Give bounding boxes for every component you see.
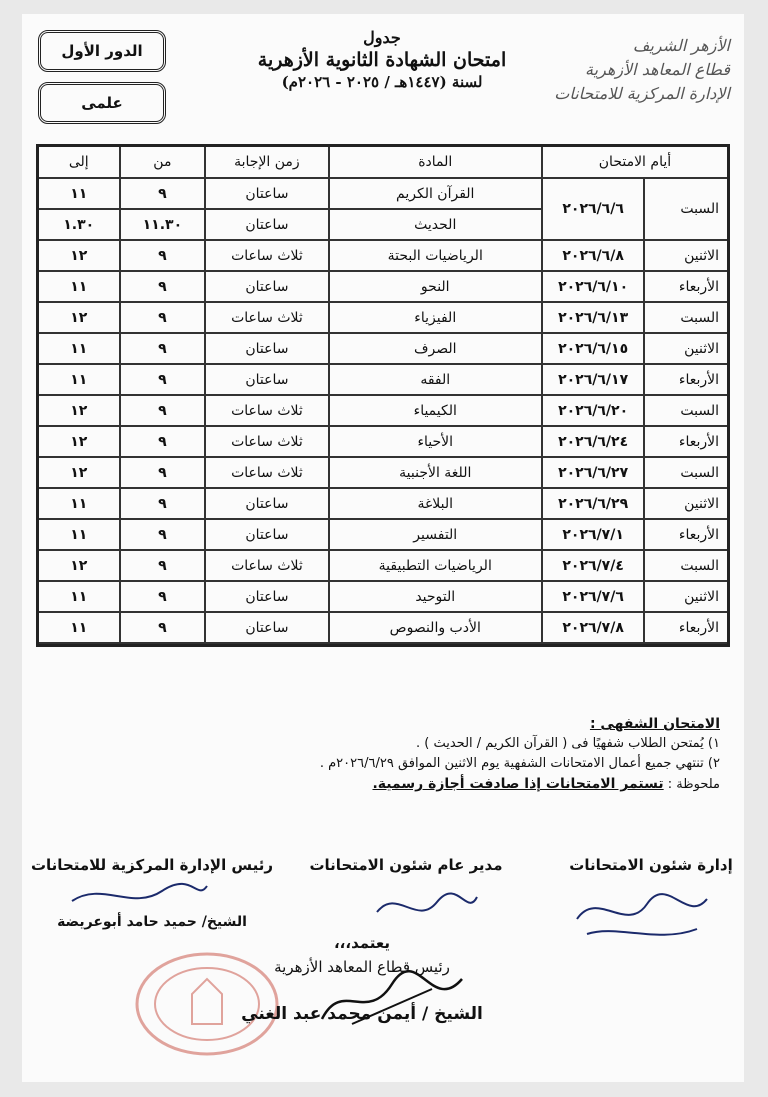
document-title — [232, 28, 532, 91]
cell-subject: الفقه — [328, 365, 541, 396]
table-row — [39, 241, 727, 272]
cell-from: ٩ — [119, 272, 205, 303]
cell-date: ٢٠٢٦/٦/٢٩ — [541, 489, 643, 520]
cell-subject: اللغة الأجنبية — [328, 458, 541, 489]
note-text: تستمر الامتحانات إذا صادفت أجازة رسمية. — [372, 776, 664, 792]
cell-date: ٢٠٢٦/٧/٤ — [541, 551, 643, 582]
cell-day: الأربعاء — [643, 520, 727, 551]
cell-from: ٩ — [119, 179, 205, 210]
table-row — [39, 272, 727, 303]
cell-from: ٩ — [119, 396, 205, 427]
header-days: أيام الامتحان — [541, 147, 727, 179]
table-row — [39, 365, 727, 396]
signature-middle-title: مدير عام شئون الامتحانات — [309, 856, 503, 874]
table-header-row — [39, 147, 727, 179]
cell-day: الأربعاء — [643, 613, 727, 644]
cell-date: ٢٠٢٦/٦/٨ — [541, 241, 643, 272]
cell-subject: الرياضيات البحتة — [328, 241, 541, 272]
cell-duration: ساعتان — [204, 334, 327, 365]
cell-subject: الحديث — [328, 210, 541, 241]
approval-title: رئيس قطاع المعاهد الأزهرية — [274, 958, 450, 976]
cell-subject: الصرف — [328, 334, 541, 365]
handwritten-signature-middle — [372, 882, 482, 932]
title-line-2: امتحان الشهادة الثانوية الأزهرية — [257, 49, 507, 71]
cell-to: ١٢ — [39, 396, 119, 427]
cell-duration: ساعتان — [204, 489, 327, 520]
table-row — [39, 551, 727, 582]
header-boxes — [38, 30, 166, 134]
cell-to: ١٢ — [39, 303, 119, 334]
cell-day: السبت — [643, 179, 727, 241]
cell-to: ١٢ — [39, 458, 119, 489]
cell-from: ٩ — [119, 303, 205, 334]
cell-duration: ثلاث ساعات — [204, 427, 327, 458]
notes-section — [100, 714, 720, 795]
table-row — [39, 334, 727, 365]
cell-to: ١١ — [39, 582, 119, 613]
exam-table — [36, 144, 730, 647]
cell-to: ١١ — [39, 272, 119, 303]
cell-duration: ثلاث ساعات — [204, 396, 327, 427]
cell-day: السبت — [643, 458, 727, 489]
cell-subject: الفيزياء — [328, 303, 541, 334]
cell-duration: ثلاث ساعات — [204, 458, 327, 489]
cell-duration: ساعتان — [204, 365, 327, 396]
approval-label: يعتمد،،، — [333, 934, 391, 952]
cell-date: ٢٠٢٦/٦/٢٠ — [541, 396, 643, 427]
cell-to: ١١ — [39, 613, 119, 644]
cell-duration: ساعتان — [204, 272, 327, 303]
cell-day: الأربعاء — [643, 365, 727, 396]
organization-letterhead — [530, 34, 730, 106]
cell-to: ١١ — [39, 489, 119, 520]
cell-from: ٩ — [119, 520, 205, 551]
cell-to: ١١ — [39, 334, 119, 365]
cell-date: ٢٠٢٦/٦/١٥ — [541, 334, 643, 365]
cell-date: ٢٠٢٦/٦/١٣ — [541, 303, 643, 334]
cell-from: ٩ — [119, 427, 205, 458]
cell-to: ١.٣٠ — [39, 210, 119, 241]
cell-duration: ثلاث ساعات — [204, 241, 327, 272]
cell-from: ١١.٣٠ — [119, 210, 205, 241]
cell-date: ٢٠٢٦/٦/١٠ — [541, 272, 643, 303]
note-label: ملحوظة : — [667, 777, 720, 792]
notes-heading: الامتحان الشفهى : — [589, 716, 720, 732]
cell-duration: ساعتان — [204, 613, 327, 644]
cell-from: ٩ — [119, 241, 205, 272]
cell-to: ١١ — [39, 179, 119, 210]
cell-subject: الكيمياء — [328, 396, 541, 427]
table-row — [39, 396, 727, 427]
signature-block-middle — [296, 856, 516, 874]
handwritten-signature-left — [62, 876, 212, 916]
signature-right-title: إدارة شئون الامتحانات — [569, 856, 733, 874]
cell-to: ١١ — [39, 365, 119, 396]
signature-left-name: الشيخ/ حميد حامد أبوعريضة — [57, 914, 247, 930]
note-item-2: ٢) تنتهي جميع أعمال الامتحانات الشفهية يوم الاثنين الموافق ٢٠٢٦/٦/٢٩م . — [319, 756, 720, 771]
cell-day: السبت — [643, 396, 727, 427]
cell-date: ٢٠٢٦/٦/٦ — [541, 179, 643, 241]
cell-day: الاثنين — [643, 241, 727, 272]
note-item-1: ١) يُمتحن الطلاب شفهيًا فى ( القرآن الكريم / الحديث ) . — [416, 736, 720, 751]
cell-day: السبت — [643, 551, 727, 582]
cell-to: ١٢ — [39, 241, 119, 272]
org-line-2: قطاع المعاهد الأزهرية — [585, 60, 730, 79]
cell-from: ٩ — [119, 334, 205, 365]
round-box: الدور الأول — [38, 30, 166, 72]
cell-from: ٩ — [119, 551, 205, 582]
cell-subject: القرآن الكريم — [328, 179, 541, 210]
header-to: إلى — [39, 147, 119, 179]
approval-name: الشيخ / أيمن محمد عبد الغني — [241, 1004, 483, 1024]
table-row — [39, 582, 727, 613]
cell-to: ١٢ — [39, 551, 119, 582]
cell-day: الاثنين — [643, 582, 727, 613]
title-line-1: جدول — [363, 28, 401, 47]
cell-duration: ثلاث ساعات — [204, 303, 327, 334]
cell-duration: ساعتان — [204, 210, 327, 241]
cell-from: ٩ — [119, 365, 205, 396]
cell-from: ٩ — [119, 613, 205, 644]
cell-date: ٢٠٢٦/٦/١٧ — [541, 365, 643, 396]
table-row — [39, 613, 727, 644]
handwritten-signature-right — [567, 879, 717, 949]
cell-duration: ساعتان — [204, 582, 327, 613]
cell-date: ٢٠٢٦/٦/٢٤ — [541, 427, 643, 458]
cell-from: ٩ — [119, 489, 205, 520]
table-row — [39, 303, 727, 334]
header-subject: المادة — [328, 147, 541, 179]
cell-to: ١١ — [39, 520, 119, 551]
table-row — [39, 458, 727, 489]
exam-schedule-document — [22, 14, 744, 1082]
note-remark — [100, 774, 720, 795]
cell-date: ٢٠٢٦/٦/٢٧ — [541, 458, 643, 489]
org-line-1: الأزهر الشريف — [632, 36, 730, 55]
section-box: علمى — [38, 82, 166, 124]
cell-duration: ثلاث ساعات — [204, 551, 327, 582]
table-row — [39, 520, 727, 551]
signature-block-right — [566, 856, 736, 874]
cell-from: ٩ — [119, 458, 205, 489]
cell-subject: البلاغة — [328, 489, 541, 520]
org-line-3: الإدارة المركزية للامتحانات — [554, 84, 730, 103]
signature-left-title: رئيس الإدارة المركزية للامتحانات — [30, 856, 274, 874]
cell-day: الاثنين — [643, 334, 727, 365]
cell-day: الاثنين — [643, 489, 727, 520]
cell-day: السبت — [643, 303, 727, 334]
table-row — [39, 489, 727, 520]
table-row — [39, 427, 727, 458]
cell-date: ٢٠٢٦/٧/٨ — [541, 613, 643, 644]
header-from: من — [119, 147, 205, 179]
cell-day: الأربعاء — [643, 427, 727, 458]
cell-duration: ساعتان — [204, 520, 327, 551]
header-duration: زمن الإجابة — [204, 147, 327, 179]
handwritten-signature-approval — [312, 964, 472, 1034]
cell-day: الأربعاء — [643, 272, 727, 303]
title-line-3: لسنة (١٤٤٧هـ / ٢٠٢٥ - ٢٠٢٦م) — [281, 73, 483, 91]
cell-to: ١٢ — [39, 427, 119, 458]
cell-subject: التوحيد — [328, 582, 541, 613]
cell-duration: ساعتان — [204, 179, 327, 210]
cell-from: ٩ — [119, 582, 205, 613]
cell-subject: الأدب والنصوص — [328, 613, 541, 644]
cell-subject: الأحياء — [328, 427, 541, 458]
cell-subject: الرياضيات التطبيقية — [328, 551, 541, 582]
table-row — [39, 179, 727, 210]
cell-subject: النحو — [328, 272, 541, 303]
cell-date: ٢٠٢٦/٧/٦ — [541, 582, 643, 613]
cell-date: ٢٠٢٦/٧/١ — [541, 520, 643, 551]
table-body — [39, 179, 727, 644]
cell-subject: التفسير — [328, 520, 541, 551]
